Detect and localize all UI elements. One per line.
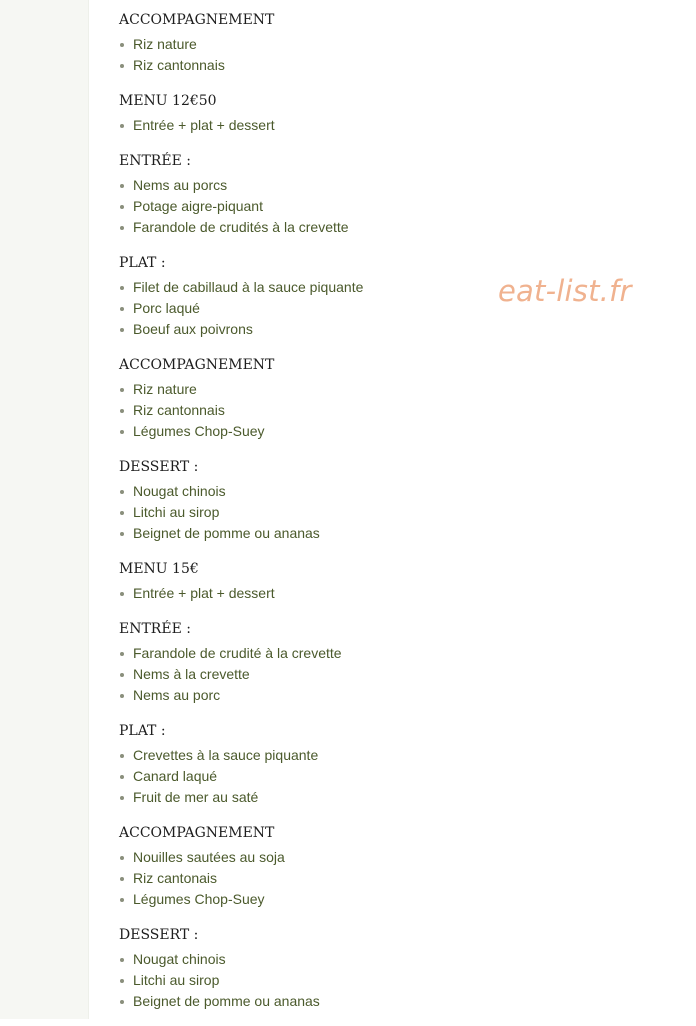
section-heading: DESSERT : bbox=[119, 459, 199, 475]
bullet-icon bbox=[120, 979, 124, 983]
bullet-icon bbox=[120, 388, 124, 392]
menu-item-label: Farandole de crudité à la crevette bbox=[133, 645, 342, 661]
bullet-icon bbox=[120, 430, 124, 434]
menu-item-label: Nouilles sautées au soja bbox=[133, 849, 285, 865]
menu-section bbox=[119, 354, 659, 442]
menu-item-label: Farandole de crudités à la crevette bbox=[133, 219, 349, 235]
bullet-icon bbox=[120, 1000, 124, 1004]
menu-item bbox=[119, 421, 659, 442]
menu-item-label: Beignet de pomme ou ananas bbox=[133, 993, 320, 1009]
menu-item-list bbox=[119, 379, 659, 442]
menu-section bbox=[119, 9, 659, 76]
menu-item-label: Riz cantonnais bbox=[133, 402, 225, 418]
menu-item-list bbox=[119, 847, 659, 910]
menu-item-label: Légumes Chop-Suey bbox=[133, 423, 265, 439]
bullet-icon bbox=[120, 694, 124, 698]
menu-item bbox=[119, 175, 659, 196]
menu-item bbox=[119, 787, 659, 808]
bullet-icon bbox=[120, 286, 124, 290]
menu-item bbox=[119, 481, 659, 502]
section-heading: ACCOMPAGNEMENT bbox=[119, 825, 275, 841]
section-heading: PLAT : bbox=[119, 255, 166, 271]
menu-item-label: Entrée + plat + dessert bbox=[133, 585, 275, 601]
menu-item bbox=[119, 745, 659, 766]
section-heading: MENU 15€ bbox=[119, 561, 199, 577]
menu-item bbox=[119, 643, 659, 664]
bullet-icon bbox=[120, 958, 124, 962]
menu-item-list bbox=[119, 481, 659, 544]
menu-item bbox=[119, 685, 659, 706]
menu-item-label: Riz cantonnais bbox=[133, 57, 225, 73]
menu-item-list bbox=[119, 277, 659, 340]
menu-item bbox=[119, 400, 659, 421]
menu-item-list bbox=[119, 115, 659, 136]
menu-item-label: Légumes Chop-Suey bbox=[133, 891, 265, 907]
menu-item-label: Nougat chinois bbox=[133, 483, 226, 499]
bullet-icon bbox=[120, 898, 124, 902]
menu-item-label: Litchi au sirop bbox=[133, 504, 220, 520]
bullet-icon bbox=[120, 877, 124, 881]
menu-item-list bbox=[119, 583, 659, 604]
bullet-icon bbox=[120, 775, 124, 779]
section-heading: PLAT : bbox=[119, 723, 166, 739]
menu-item-label: Nems au porc bbox=[133, 687, 221, 703]
bullet-icon bbox=[120, 205, 124, 209]
menu-item bbox=[119, 523, 659, 544]
menu-item-label: Filet de cabillaud à la sauce piquante bbox=[133, 279, 364, 295]
menu-section bbox=[119, 558, 659, 604]
menu-item-label: Potage aigre-piquant bbox=[133, 198, 263, 214]
menu-item-label: Nems à la crevette bbox=[133, 666, 250, 682]
menu-item bbox=[119, 196, 659, 217]
menu-item bbox=[119, 298, 659, 319]
bullet-icon bbox=[120, 754, 124, 758]
menu-item-label: Fruit de mer au saté bbox=[133, 789, 259, 805]
section-heading: ENTRÉE : bbox=[119, 153, 191, 169]
menu-item-label: Boeuf aux poivrons bbox=[133, 321, 253, 337]
menu-item bbox=[119, 664, 659, 685]
menu-item bbox=[119, 991, 659, 1012]
menu-item bbox=[119, 379, 659, 400]
section-heading: ENTRÉE : bbox=[119, 621, 191, 637]
menu-item-label: Riz nature bbox=[133, 381, 197, 397]
bullet-icon bbox=[120, 511, 124, 515]
menu-item bbox=[119, 217, 659, 238]
bullet-icon bbox=[120, 592, 124, 596]
bullet-icon bbox=[120, 43, 124, 47]
menu-item bbox=[119, 55, 659, 76]
menu-item-label: Entrée + plat + dessert bbox=[133, 117, 275, 133]
menu-item-label: Riz cantonais bbox=[133, 870, 218, 886]
left-sidebar-strip bbox=[0, 0, 89, 1019]
menu-item-list bbox=[119, 175, 659, 238]
bullet-icon bbox=[120, 490, 124, 494]
menu-item bbox=[119, 115, 659, 136]
menu-item bbox=[119, 868, 659, 889]
section-heading: ACCOMPAGNEMENT bbox=[119, 357, 275, 373]
bullet-icon bbox=[120, 226, 124, 230]
menu-item bbox=[119, 766, 659, 787]
menu-item bbox=[119, 502, 659, 523]
menu-item-list bbox=[119, 643, 659, 706]
menu-item bbox=[119, 583, 659, 604]
menu-item-label: Porc laqué bbox=[133, 300, 200, 316]
menu-item-label: Litchi au sirop bbox=[133, 972, 220, 988]
bullet-icon bbox=[120, 796, 124, 800]
menu-section bbox=[119, 924, 659, 1012]
menu-item bbox=[119, 889, 659, 910]
bullet-icon bbox=[120, 856, 124, 860]
menu-item bbox=[119, 319, 659, 340]
bullet-icon bbox=[120, 652, 124, 656]
menu-section bbox=[119, 618, 659, 706]
menu-section bbox=[119, 252, 659, 340]
menu-section bbox=[119, 822, 659, 910]
menu-item-list bbox=[119, 745, 659, 808]
menu-section bbox=[119, 150, 659, 238]
bullet-icon bbox=[120, 409, 124, 413]
menu-item bbox=[119, 847, 659, 868]
menu-section bbox=[119, 456, 659, 544]
menu-item bbox=[119, 34, 659, 55]
menu-item-label: Beignet de pomme ou ananas bbox=[133, 525, 320, 541]
menu-item bbox=[119, 277, 659, 298]
menu-item-label: Nougat chinois bbox=[133, 951, 226, 967]
bullet-icon bbox=[120, 328, 124, 332]
section-heading: DESSERT : bbox=[119, 927, 199, 943]
watermark-text: eat-list.fr bbox=[498, 274, 632, 308]
menu-item bbox=[119, 949, 659, 970]
bullet-icon bbox=[120, 673, 124, 677]
bullet-icon bbox=[120, 307, 124, 311]
bullet-icon bbox=[120, 532, 124, 536]
menu-item-label: Nems au porcs bbox=[133, 177, 228, 193]
menu-section bbox=[119, 90, 659, 136]
bullet-icon bbox=[120, 64, 124, 68]
section-heading: MENU 12€50 bbox=[119, 93, 217, 109]
menu-item-label: Riz nature bbox=[133, 36, 197, 52]
section-heading: ACCOMPAGNEMENT bbox=[119, 12, 275, 28]
menu-item-label: Canard laqué bbox=[133, 768, 218, 784]
menu-item-list bbox=[119, 34, 659, 76]
menu-item-list bbox=[119, 949, 659, 1012]
bullet-icon bbox=[120, 124, 124, 128]
menu-section bbox=[119, 720, 659, 808]
menu-item bbox=[119, 970, 659, 991]
menu-content bbox=[119, 9, 659, 1026]
menu-item-label: Crevettes à la sauce piquante bbox=[133, 747, 319, 763]
bullet-icon bbox=[120, 184, 124, 188]
